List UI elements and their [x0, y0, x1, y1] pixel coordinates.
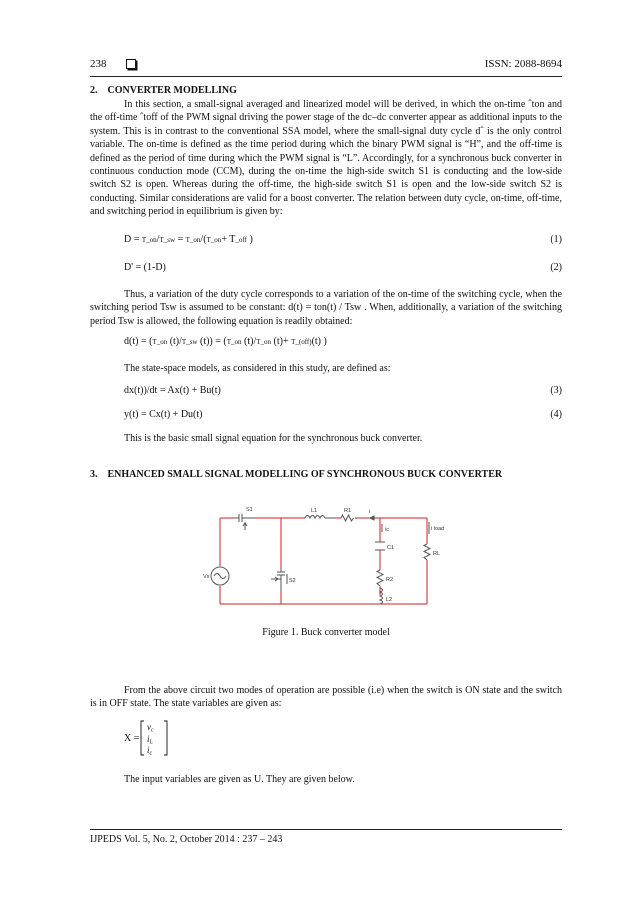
paragraph-duty-variation: Thus, a variation of the duty cycle corresponds to a variation of the on-time of the switching cycle, when the switching period Tsw is assumed to be constant: d(t) = ton(t) / Tsw . When, additionally, a variation of the switching period Tsw is allowed, the following equation is readily obtained: [90, 289, 562, 327]
switch-s1-symbol [235, 514, 255, 530]
section-number: 2. [90, 85, 98, 96]
label-l1: L1 [311, 508, 318, 514]
figure-caption: Figure 1. Buck converter model [262, 627, 390, 638]
equation-3: dx(t))/dt = Ax(t) + Bu(t) [124, 385, 221, 396]
paragraph-modes: From the above circuit two modes of operation are possible (i.e) when the switch is ON state and the switch is in OFF state. The state variables are given as: [90, 685, 562, 710]
journal-issn: ISSN: 2088-8694 [484, 58, 562, 70]
equation-2: D' = (1-D) [124, 262, 166, 273]
section-heading-2 [90, 85, 237, 96]
square-icon [126, 59, 136, 71]
equation-duty: d(t) = (T_on (t)/T_sw (t)) = (T_on (t)/T_on (t)+ T_(off)(t) ) [124, 336, 327, 347]
section-heading-3 [90, 469, 502, 480]
paragraph-intro: In this section, a small-signal averaged and linearized model will be derived, in which the on-time ˆton and the off-time ˆtoff of the PWM signal driving the power stage of the dc–dc converter appear as additional inputs to the system. This is in contrast to the conventional SSA model, where the small-signal duty cycle dˆ is the only control variable. The on-time is defined as the time period during which the binary PWM signal is “H”, and the off-time is defined as the period of time during which the PWM signal is “L”. Accordingly, for a synchronous buck converter in continuous conduction mode (CCM), during the on-time the high-side switch S1 is conducting and the low-side switch S2 is open. Whereas during the off-time, the high-side switch S1 is open and the low-side switch S2 is conducting. Similar considerations are valid for a boost converter. The relation between duty cycle, on-time, off-time, and switching period in equilibrium is given by: [90, 99, 562, 218]
label-iload: i load [431, 526, 445, 532]
equation-number-4: (4) [550, 409, 562, 420]
capacitor-c1-symbol [375, 542, 385, 550]
section-title: ENHANCED SMALL SIGNAL MODELLING OF SYNCHRONOUS BUCK CONVERTER [107, 469, 503, 480]
equation-1: D = T_on/T_sw = T_on/(T_on+ T_off ) [124, 234, 253, 245]
paragraph-inputs: The input variables are given as U. They are given below. [124, 774, 355, 785]
equation-number-1: (1) [550, 234, 562, 245]
footer-rule [90, 829, 562, 830]
equation-number-2: (2) [550, 262, 562, 273]
switch-s2-symbol [271, 568, 287, 592]
state-vector-lhs: X = [124, 733, 140, 744]
label-c1: C1 [387, 545, 395, 551]
label-rl: RL [433, 551, 441, 557]
label-ic: ic [385, 527, 389, 533]
circuit-wires [220, 518, 427, 604]
state-vector-matrix [140, 720, 168, 756]
label-i: i [369, 509, 371, 515]
buck-converter-circuit [195, 500, 445, 612]
label-r1: R1 [344, 508, 352, 514]
current-arrow-icon [370, 516, 374, 520]
resistor-r2-symbol [377, 570, 383, 586]
header-rule [90, 76, 562, 77]
svg-text:vc: vc [147, 722, 154, 734]
label-s1: S1 [246, 507, 253, 513]
footer-citation: IJPEDS Vol. 5, No. 2, October 2014 : 237 – 243 [90, 834, 283, 845]
equation-4: y(t) = Cx(t) + Du(t) [124, 409, 203, 420]
label-l2: L2 [386, 597, 393, 603]
section-title: CONVERTER MODELLING [107, 85, 237, 96]
section-number: 3. [90, 469, 98, 480]
inductor-l1-symbol [305, 516, 325, 519]
label-vs: Vs [203, 574, 210, 580]
resistor-r1-symbol [341, 515, 354, 521]
label-s2: S2 [289, 578, 296, 584]
paragraph-state-space: The state-space models, as considered in this study, are defined as: [124, 363, 391, 374]
svg-text:ic: ic [147, 745, 153, 756]
paragraph-basic-equation: This is the basic small signal equation for the synchronous buck converter. [124, 433, 423, 444]
equation-number-3: (3) [550, 385, 562, 396]
page-number: 238 [90, 58, 107, 70]
svg-text:iL: iL [147, 734, 153, 746]
label-r2: R2 [386, 577, 394, 583]
resistor-rl-symbol [424, 544, 430, 560]
